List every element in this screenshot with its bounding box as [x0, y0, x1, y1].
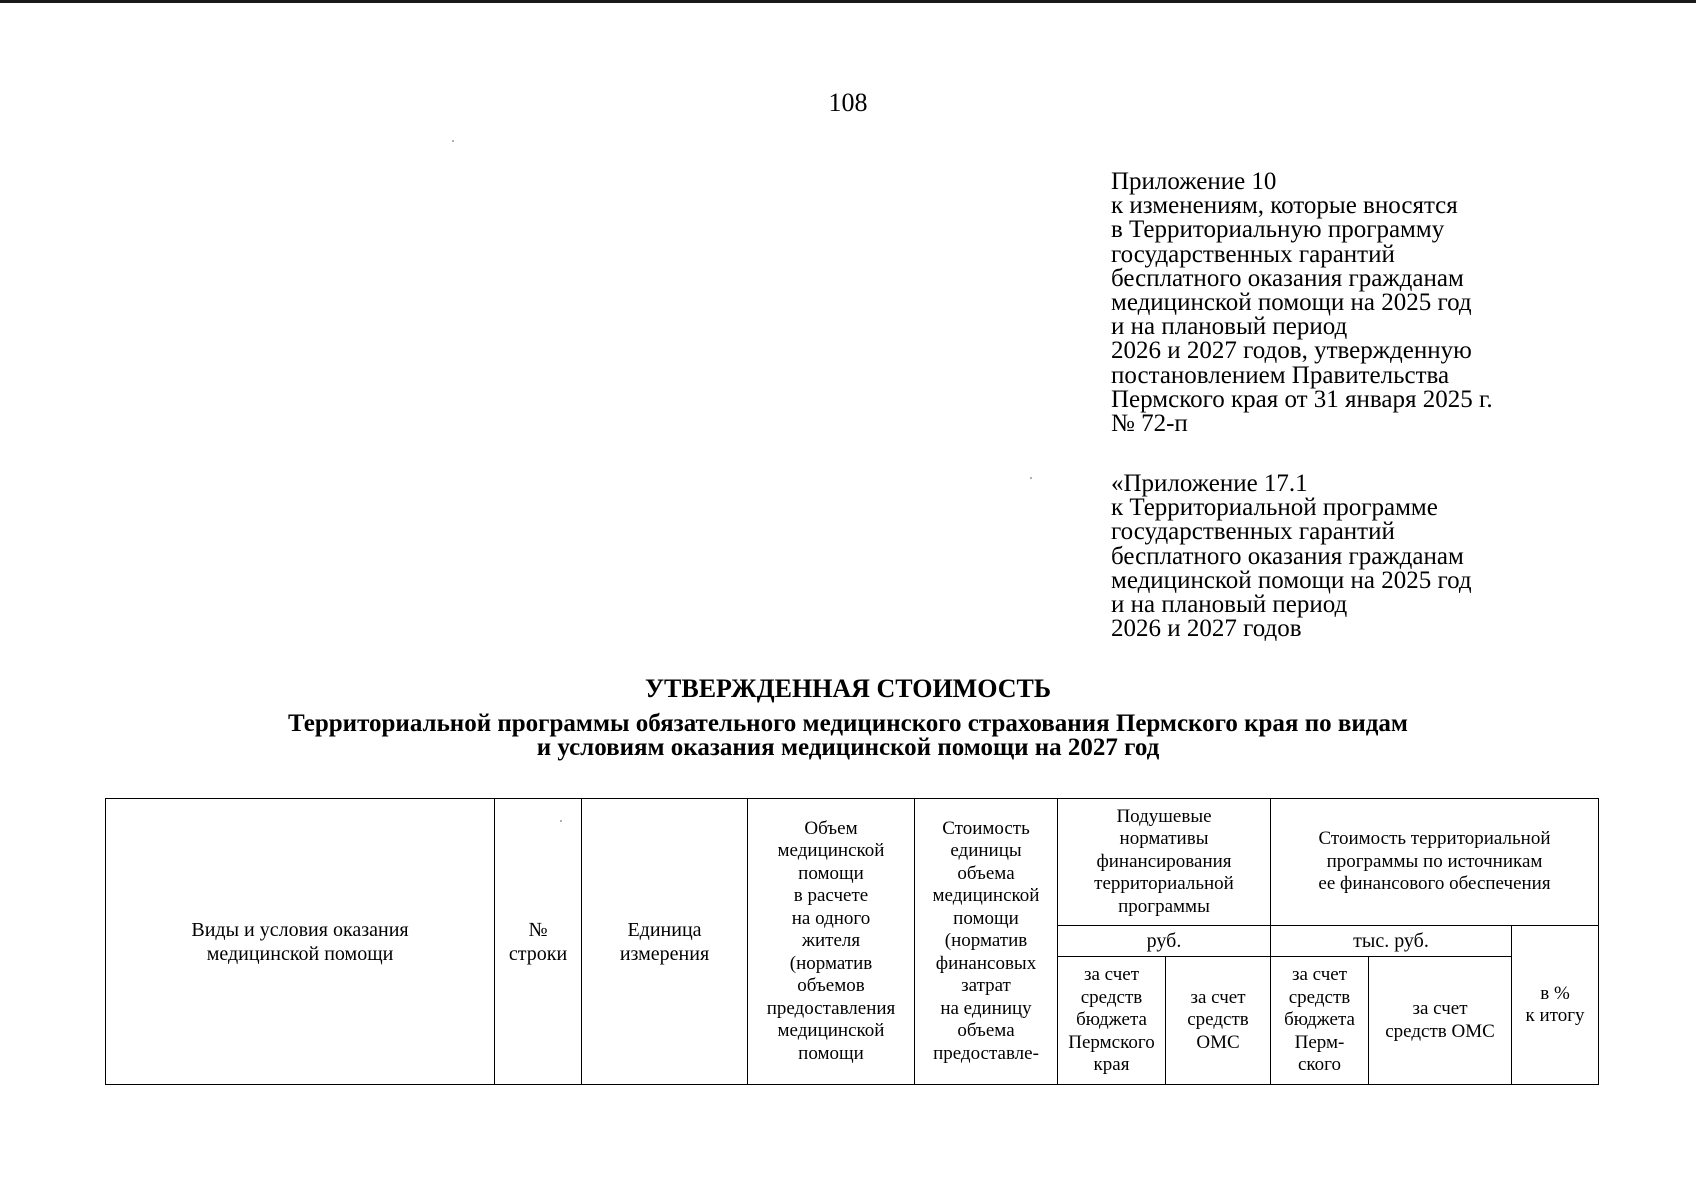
header-unit: Единица измерения — [582, 799, 748, 1085]
appendix-block-2: «Приложение 17.1 к Территориальной программе государственных гарантий бесплатного оказания гражданам медицинской помощи на 2025 год и на плановый период 2026 и 2027 годов — [1111, 470, 1472, 643]
header-percent: в % к итогу — [1512, 926, 1599, 1085]
header-oms: за счет средств ОМС — [1166, 957, 1271, 1085]
header-row-no: № строки — [495, 799, 582, 1085]
page-number: 108 — [828, 88, 868, 117]
scan-speck — [452, 140, 454, 142]
header-budget-perm-2: за счет средств бюджета Перм- ского — [1271, 957, 1369, 1085]
header-budget-perm: за счет средств бюджета Пермского края — [1058, 957, 1166, 1085]
appendix-block: Приложение 10 к изменениям, которые вносятся в Территориальную программу государственных гарантий бесплатного оказания гражданам медицинской помощи на 2025 год и на плановый период 2026 и 2027 годов, утвержденную постановлением Правительства Пермского края от 31 января 2025 г. № 72-п — [1111, 168, 1493, 438]
document-subtitle: Территориальной программы обязательного медицинского страхования Пермского края по видам и условиям оказания медицинской помощи на 2027 год — [288, 710, 1408, 761]
header-rub: руб. — [1058, 926, 1271, 957]
scan-speck — [560, 820, 562, 822]
header-types: Виды и условия оказания медицинской помощи — [106, 799, 495, 1085]
page-top-border — [0, 0, 1696, 3]
header-program-cost: Стоимость территориальной программы по источникам ее финансового обеспечения — [1271, 799, 1599, 926]
header-volume: Объем медицинской помощи в расчете на одного жителя (норматив объемов предоставления медицинской помощи — [748, 799, 915, 1085]
header-thous-rub: тыс. руб. — [1271, 926, 1512, 957]
scan-speck — [1030, 477, 1032, 479]
header-oms-2: за счет средств ОМС — [1369, 957, 1512, 1085]
header-cost-unit: Стоимость единицы объема медицинской помощи (норматив финансовых затрат на единицу объема предоставле- — [915, 799, 1058, 1085]
cost-table — [105, 798, 1599, 1085]
document-title: УТВЕРЖДЕННАЯ СТОИМОСТЬ — [644, 674, 1052, 703]
header-per-capita: Подушевые нормативы финансирования территориальной программы — [1058, 799, 1271, 926]
